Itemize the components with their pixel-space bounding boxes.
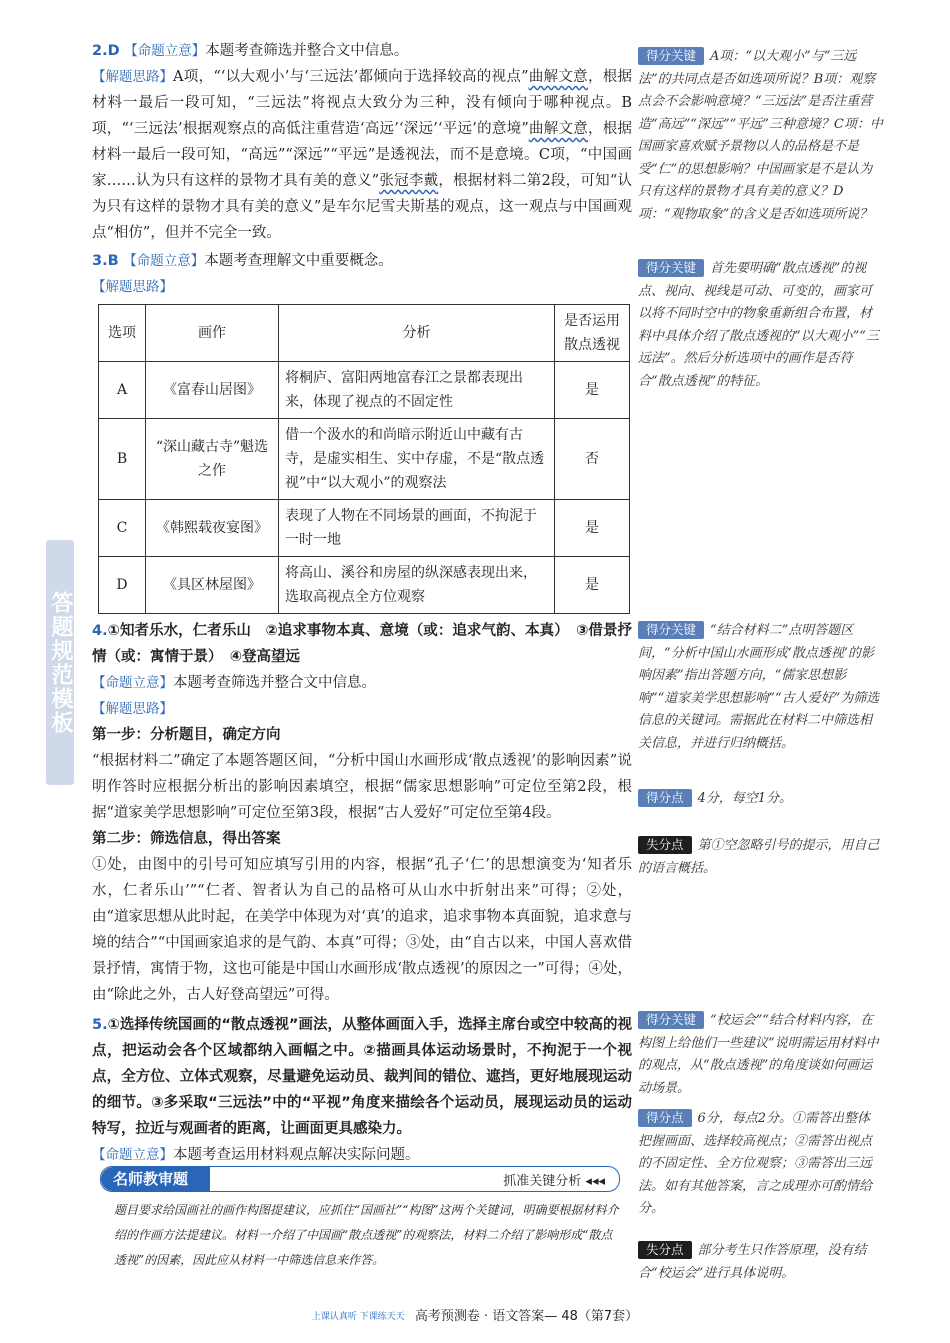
q5-answer: 5.①选择传统国画的“散点透视”画法，从整体画面入手，选择主席台或空中较高的视点，把运动会各个区域都纳入画幅之中。②描画具体运动场景时，不拘泥于一个视点，全方位、立体式观察，尽量避免运动员、裁判间的错位、遮挡，更好地展现运动的细节。③多采取“三远法”中的“平视”角度来描绘各个运动员，展现运动员的运动特写，拉近与观画者的距离，让画面更具感染力。 bbox=[92, 1017, 632, 1137]
side-note-2: 得分关键 首先要明确“散点透视”的视点、视向、视线是可动、可变的，画家可以将不同时空中的物象重新组合布置，材料中具体介绍了散点透视的“以大观小”“三远法”。然后分析选项中的画作是否符合“散点透视”的特征。 bbox=[638, 260, 879, 389]
th-painting: 画作 bbox=[146, 305, 279, 362]
table-row bbox=[99, 557, 630, 614]
footer-text: 高考预测卷 · 语文答案— 48（第7套） bbox=[414, 1309, 639, 1324]
q2-header: 2.D 【 命题立意 】 本题考查筛选并整合文中信息。 bbox=[92, 38, 632, 64]
table-cell: 《韩熙载夜宴图》 bbox=[146, 500, 279, 557]
side-note-4: 得分点 4分，每空1分。 bbox=[638, 788, 883, 811]
table-cell: 借一个汲水的和尚暗示附近山中藏有古寺，是虚实相生、实中存虚，不是“散点透视”中“以大观小”的观察法 bbox=[279, 419, 555, 500]
q4-intent: 【 命题立意 】 本题考查筛选并整合文中信息。 bbox=[92, 670, 632, 696]
q3-header: 3.B 【 命题立意 】 本题考查理解文中重要概念。 bbox=[92, 248, 632, 274]
table-header-row bbox=[99, 305, 630, 362]
table-cell: 是 bbox=[555, 362, 630, 419]
step-one-title: 第一步：分析题目，确定方向 bbox=[92, 727, 281, 743]
table-cell: 将桐庐、富阳两地富春江之景都表现出来，体现了视点的不固定性 bbox=[279, 362, 555, 419]
q5-intent: 【 命题立意 】 本题考查运用材料观点解决实际问题。 bbox=[92, 1142, 632, 1168]
table-cell: 否 bbox=[555, 419, 630, 500]
q2-analysis: 【 解题思路 】 A项，“‘以大观小’与‘三远法’都倾向于选择较高的视点”曲解文意，根据材料一最后一段可知，“三远法”将视点大致分为三种，没有倾向于哪种视点。B项，“‘三远法’根据观察点的高低注重营造‘高远’‘深远’‘平远’的意境”曲解文意，根据材料一最后一段可知，“高远”“深远”“平远”是透视法，而不是意境。C项，“中国画家……认为只有这样的景物才具有美的意义”张冠李戴，根据材料二第2段，可知“认为只有这样的景物才具有美的意义”是车尔尼雪夫斯基的观点，这一观点与中国画观点“相仿”，但并不完全一致。 bbox=[92, 64, 632, 246]
table-cell: “深山藏古寺”魁选之作 bbox=[146, 419, 279, 500]
th-option: 选项 bbox=[99, 305, 146, 362]
teacher-review-subtitle: 抓准关键分析 ◂◂◂ bbox=[503, 1173, 605, 1189]
side-note-3: 得分关键 “结合材料二”点明答题区间，“分析中国山水画形成‘散点透视’的影响因素”指出答题方向，“儒家思想影响”“道家美学思想影响”“古人爱好”为筛选信息的关键词。需据此在材料二中筛选相关信息，并进行归纳概括。 bbox=[638, 622, 880, 751]
table-cell: 是 bbox=[555, 500, 630, 557]
page-footer bbox=[0, 1305, 950, 1324]
table-row bbox=[99, 362, 630, 419]
th-uses-perspective: 是否运用散点透视 bbox=[555, 305, 630, 362]
table-cell: 是 bbox=[555, 557, 630, 614]
table-cell: 表现了人物在不同场景的画面，不拘泥于一时一地 bbox=[279, 500, 555, 557]
footer-logo: 上课认真听 下课练天天 bbox=[311, 1311, 405, 1322]
q4-think: 【 解题思路 】 bbox=[92, 696, 632, 722]
table-cell: 将高山、溪谷和房屋的纵深感表现出来，选取高视点全方位观察 bbox=[279, 557, 555, 614]
table-cell: B bbox=[99, 419, 146, 500]
q3-think: 【 解题思路 】 bbox=[92, 274, 632, 300]
main-column bbox=[92, 38, 632, 1168]
table-cell: D bbox=[99, 557, 146, 614]
q4-answer: 4.①知者乐水，仁者乐山 ②追求事物本真、意境（或：追求气韵、本真） ③借景抒情（或：寓情于景） ④登高望远 bbox=[92, 623, 632, 665]
table-cell: 《富春山居图》 bbox=[146, 362, 279, 419]
teacher-review-text: 题目要求给国画社的画作构图提建议，应抓住“国画社”“构图”这两个关键词，明确要根据材料介绍的作画方法提建议。材料一介绍了中国画“散点透视”的观察法，材料二介绍了影响形成“散点透视”的因素，因此应从材料一中筛选信息来作答。 bbox=[114, 1203, 619, 1267]
side-note-6: 得分关键 “校运会”“结合材料内容，在构图上给他们一些建议”说明需运用材料中的观点，从“散点透视”的角度谈如何画运动场景。 bbox=[638, 1012, 879, 1096]
spine-label: 答题规范模板 bbox=[46, 540, 74, 785]
th-analysis: 分析 bbox=[279, 305, 555, 362]
table-row bbox=[99, 419, 630, 500]
side-note-5: 失分点 第①空忽略引号的提示，用自己的语言概括。 bbox=[638, 837, 880, 876]
step-one-text: “根据材料二”确定了本题答题区间，“分析中国山水画形成‘散点透视’的影响因素”说明作答时应根据分析出的影响因素填空，根据“儒家思想影响”可定位至第2段，根据“道家美学思想影响”可定位至第3段，根据“古人爱好”可定位至第4段。 bbox=[92, 753, 632, 821]
teacher-review-box bbox=[100, 1166, 620, 1273]
table-row bbox=[99, 500, 630, 557]
step-two-text: ①处，由图中的引号可知应填写引用的内容，根据“孔子‘仁’的思想演变为‘知者乐水，仁者乐山’”“仁者、智者认为自己的品格可从山水中折射出来”可得；②处，由“道家思想从此时起，在美学中体现为对‘真’的追求，追求事物本真面貌，追求意与境的结合”“中国画家追求的是气韵、本真”可得；③处，由“自古以来，中国人喜欢借景抒情，寓情于物，这也可能是中国山水画形成‘散点透视’的原因之一”可得；④处，由“除此之外，古人好登高望远”可得。 bbox=[92, 857, 632, 1003]
teacher-review-title: 名师教审题 bbox=[101, 1167, 210, 1191]
table-cell: A bbox=[99, 362, 146, 419]
side-note-7: 得分点 6分，每点2分。①需答出整体把握画面、选择较高视点；②需答出视点的不固定性、全方位观察；③需答出三远法。如有其他答案，言之成理亦可酌情给分。 bbox=[638, 1110, 873, 1216]
step-two-title: 第二步：筛选信息，得出答案 bbox=[92, 831, 281, 847]
table-cell: 《具区林屋图》 bbox=[146, 557, 279, 614]
table-cell: C bbox=[99, 500, 146, 557]
side-note-1: 得分关键 A项：“以大观小”与“三远法”的共同点是否如选项所说？B项：观察点会不会影响意境？“三远法”是否注重营造“高远”“深远”“平远”三种意境？C项：中国画家喜欢赋予景物以人的品格是不是受“仁”的思想影响？中国画家是不是认为只有这样的景物才具有美的意义？D项：“观物取象”的含义是否如选项所说？ bbox=[638, 48, 883, 222]
answer-table bbox=[98, 304, 630, 614]
side-note-8: 失分点 部分考生只作答原理，没有结合“校运会”进行具体说明。 bbox=[638, 1242, 867, 1281]
